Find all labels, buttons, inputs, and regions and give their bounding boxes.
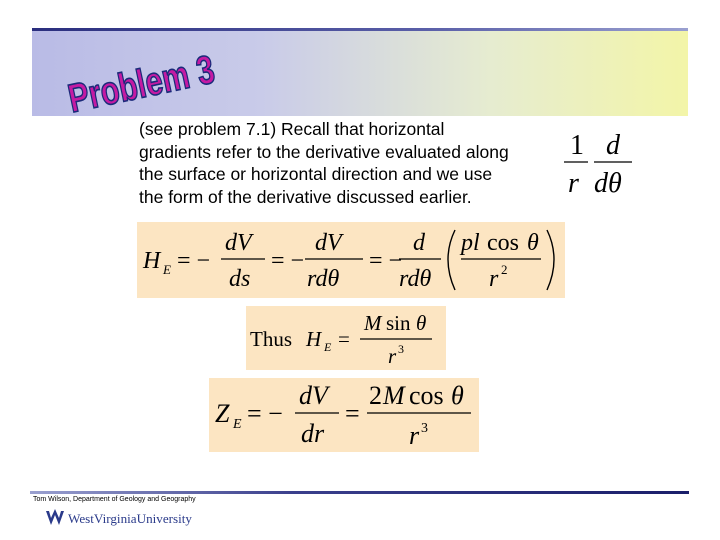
wvu-logo — [44, 507, 194, 529]
svg-text:cos: cos — [487, 230, 519, 256]
svg-text:E: E — [233, 417, 242, 432]
svg-text:Z: Z — [215, 399, 230, 428]
slide-title-text: Problem 3 — [64, 38, 263, 122]
svg-text:d: d — [606, 130, 620, 161]
svg-text:3: 3 — [421, 421, 428, 436]
wvu-logo-icon — [46, 509, 64, 525]
svg-text:= −: = − — [247, 399, 283, 428]
equation-ZE — [209, 378, 479, 452]
body-line: the form of the derivative discussed earlier. — [139, 186, 472, 207]
horizontal-derivative-operator — [564, 124, 636, 198]
svg-text:M: M — [383, 381, 405, 410]
svg-text:H: H — [143, 248, 161, 274]
body-line: (see problem 7.1) Recall that horizontal — [139, 119, 445, 139]
svg-text:ds: ds — [229, 266, 251, 292]
svg-text:r: r — [489, 266, 499, 292]
svg-text:dV: dV — [225, 230, 252, 256]
svg-text:θ: θ — [416, 311, 427, 335]
svg-text:r: r — [388, 344, 397, 368]
svg-text:cos: cos — [409, 381, 444, 410]
svg-text:pl: pl — [461, 230, 480, 256]
body-line: gradients refer to the derivative evaluated along — [139, 141, 509, 162]
svg-text:d: d — [413, 230, 425, 256]
svg-text:θ: θ — [451, 381, 464, 410]
svg-text:dθ: dθ — [594, 168, 622, 199]
body-line: the surface or horizontal direction and we use — [139, 164, 493, 184]
svg-text:E: E — [324, 340, 332, 354]
svg-text:2: 2 — [369, 381, 382, 410]
svg-text:= −: = − — [177, 248, 211, 274]
svg-text:r: r — [409, 421, 420, 450]
svg-text:rdθ: rdθ — [307, 266, 340, 292]
svg-text:= −: = − — [369, 248, 403, 274]
svg-text:= −: = − — [271, 248, 305, 274]
svg-text:=: = — [338, 327, 350, 351]
equation-HE-derivation — [137, 222, 565, 298]
svg-text:H: H — [306, 327, 322, 351]
svg-text:rdθ: rdθ — [399, 266, 432, 292]
svg-text:=: = — [345, 399, 360, 428]
svg-text:M: M — [364, 311, 382, 335]
svg-text:E: E — [163, 262, 171, 277]
svg-text:r: r — [568, 168, 579, 199]
svg-text:dV: dV — [315, 230, 342, 256]
svg-text:θ: θ — [527, 230, 539, 256]
title-top-rule — [32, 28, 688, 31]
equation-HE-result — [246, 306, 446, 370]
svg-text:dV: dV — [299, 381, 328, 410]
svg-text:3: 3 — [398, 342, 404, 356]
body-paragraph — [139, 118, 569, 208]
svg-text:dr: dr — [301, 419, 325, 448]
svg-text:1: 1 — [570, 130, 584, 161]
slide-title — [58, 38, 263, 122]
svg-text:sin: sin — [386, 311, 411, 335]
footer-credit: Tom Wilson, Department of Geology and Geography — [33, 496, 196, 503]
wvu-logo-text: WestVirginiaUniversity — [68, 512, 193, 526]
thus-label: Thus — [250, 327, 292, 351]
footer-rule — [30, 491, 689, 494]
svg-text:2: 2 — [501, 262, 508, 277]
